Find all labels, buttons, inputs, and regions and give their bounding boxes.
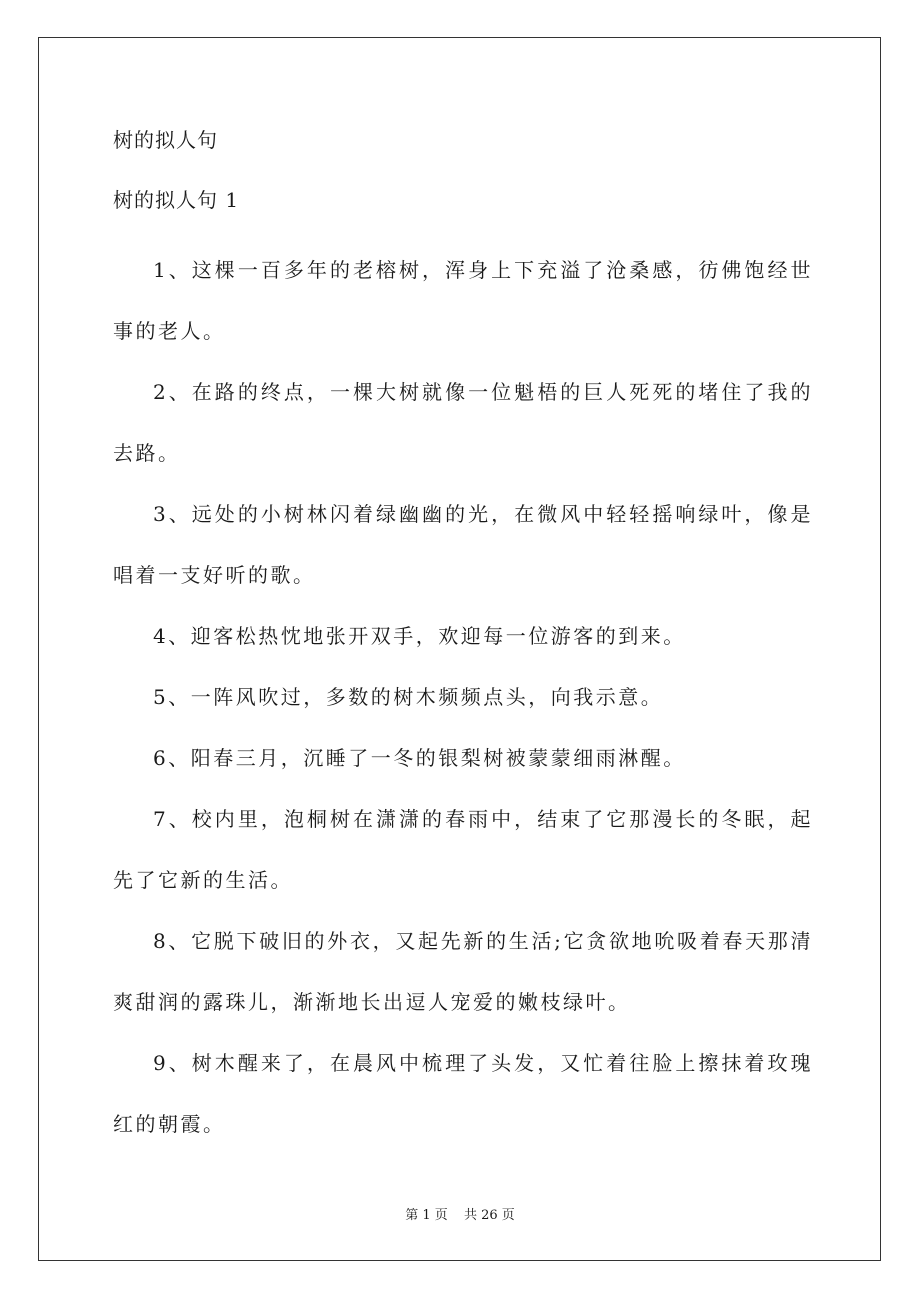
paragraph-2: 2、在路的终点，一棵大树就像一位魁梧的巨人死死的堵住了我的去路。	[113, 380, 813, 465]
paragraph-4: 4、迎客松热忱地张开双手，欢迎每一位游客的到来。	[153, 624, 686, 648]
section-heading: 树的拟人句 1	[113, 188, 240, 212]
paragraph-5: 5、一阵风吹过，多数的树木频频点头，向我示意。	[153, 685, 664, 709]
document-body	[113, 122, 813, 1155]
page-total: 共 26 页	[463, 1208, 515, 1223]
paragraph-8: 8、它脱下破旧的外衣，又起先新的生活;它贪欲地吮吸着春天那清爽甜润的露珠儿，渐渐地长出逗人宠爱的嫩枝绿叶。	[113, 929, 813, 1014]
page-footer	[0, 1207, 920, 1225]
document-title: 树的拟人句	[113, 128, 218, 152]
page-number: 第 1 页	[405, 1208, 448, 1223]
paragraph-1: 1、这棵一百多年的老榕树，浑身上下充溢了沧桑感，彷佛饱经世事的老人。	[113, 258, 813, 343]
paragraph-3: 3、远处的小树林闪着绿幽幽的光，在微风中轻轻摇响绿叶，像是唱着一支好听的歌。	[113, 502, 813, 587]
paragraph-9: 9、树木醒来了，在晨风中梳理了头发，又忙着往脸上擦抹着玫瑰红的朝霞。	[113, 1051, 813, 1136]
paragraph-7: 7、校内里，泡桐树在潇潇的春雨中，结束了它那漫长的冬眠，起先了它新的生活。	[113, 807, 813, 892]
paragraph-6: 6、阳春三月，沉睡了一冬的银梨树被蒙蒙细雨淋醒。	[153, 746, 686, 770]
